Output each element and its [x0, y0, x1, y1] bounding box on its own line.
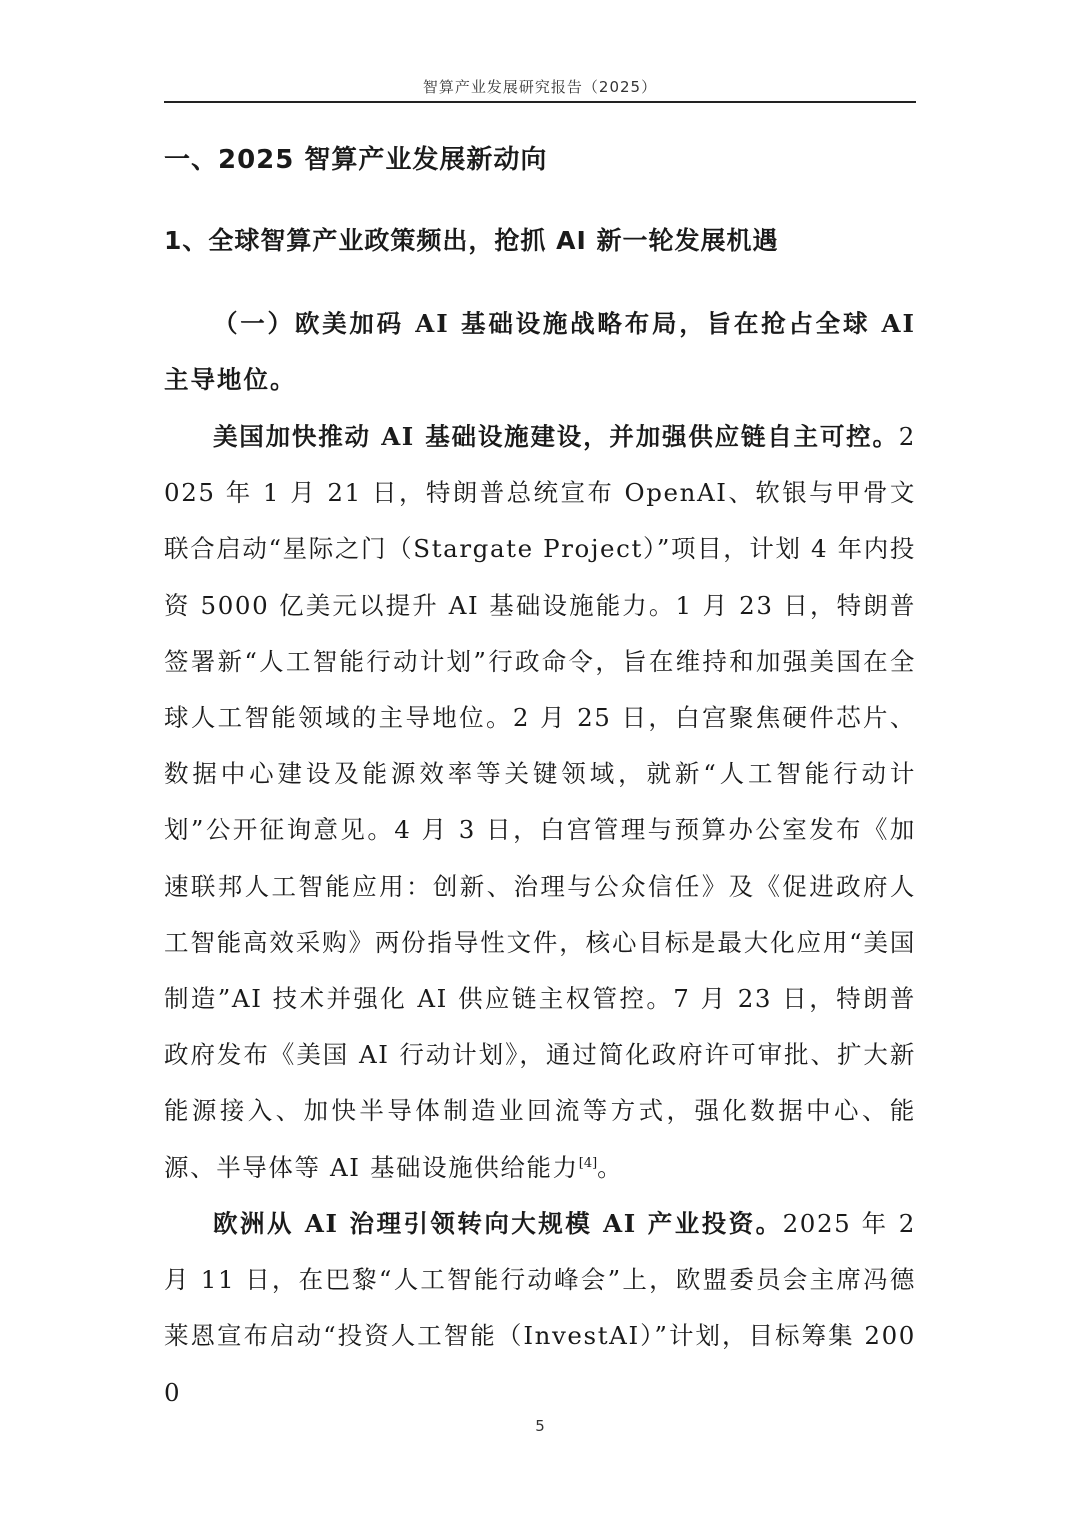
running-header: 智算产业发展研究报告（2025）: [422, 78, 658, 96]
body-paragraph-us: [164, 409, 916, 1196]
paragraph-body-eu: 2025 年 2 月 11 日，在巴黎“人工智能行动峰会”上，欧盟委员会主席冯德莱恩宣布启动“投资人工智能（InvestAI）”计划，目标筹集 2000: [164, 1209, 916, 1407]
paragraph-lead-eu: 欧洲从 AI 治理引领转向大规模 AI 产业投资。: [213, 1209, 783, 1238]
page-number: 5: [535, 1417, 545, 1435]
section-heading: 一、2025 智算产业发展新动向: [164, 145, 548, 175]
paragraph-tail-us: 。: [597, 1152, 624, 1182]
paragraph-lead-us: 美国加快推动 AI 基础设施建设，并加强供应链自主可控。: [213, 422, 899, 451]
body-paragraph-eu: [164, 1196, 916, 1421]
paragraph-body-us: 2025 年 1 月 21 日，特朗普总统宣布 OpenAI、软银与甲骨文联合启动“星际之门（Stargate Project）”项目，计划 4 年内投资 5000 亿美元以提升 AI 基础设施能力。1 月 23 日，特朗普签署新“人工智能行动计划”行政命令，旨在维持和加强美国在全球人工智能领域的主导地位。2 月 25 日，白宫聚焦硬件芯片、数据中心建设及能源效率等关键领域，就新“人工智能行动计划”公开征询意见。4 月 3 日，白宫管理与预算办公室发布《加速联邦人工智能应用：创新、治理与公众信任》及《促进政府人工智能高效采购》两份指导性文件，核心目标是最大化应用“美国制造”AI 技术并强化 AI 供应链主权管控。7 月 23 日，特朗普政府发布《美国 AI 行动计划》，通过简化政府许可审批、扩大新能源接入、加快半导体制造业回流等方式，强化数据中心、能源、半导体等 AI 基础设施供给能力: [164, 422, 916, 1182]
subsection-heading: 1、全球智算产业政策频出，抢抓 AI 新一轮发展机遇: [164, 226, 779, 255]
header-divider: [164, 101, 916, 103]
citation-marker[interactable]: [4]: [578, 1155, 598, 1171]
subsubsection-heading: （一）欧美加码 AI 基础设施战略布局，旨在抢占全球 AI 主导地位。: [164, 309, 916, 394]
